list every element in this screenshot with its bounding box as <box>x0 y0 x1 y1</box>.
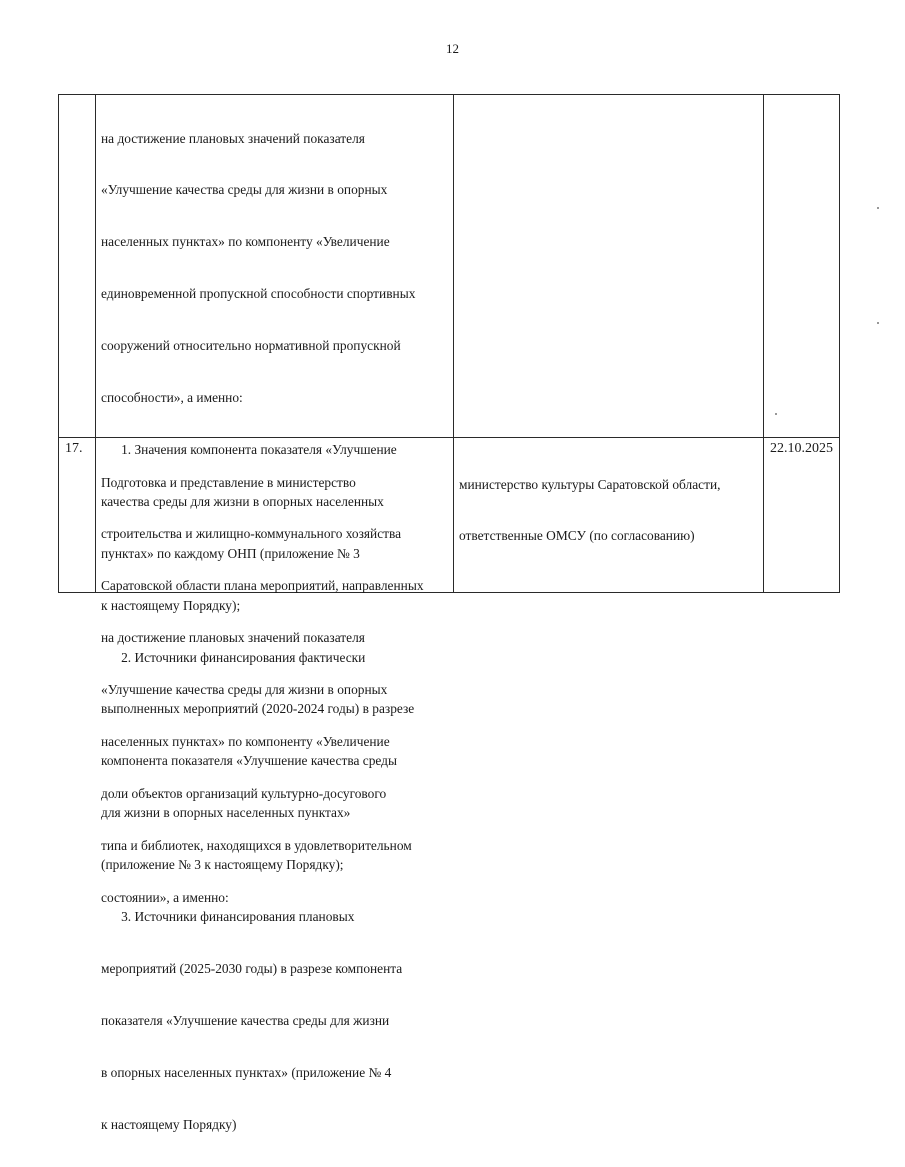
text-line: к настоящему Порядку); <box>101 597 241 613</box>
text-line: в опорных населенных пунктах» (приложение № 4 <box>101 1064 392 1080</box>
text-line: сооружений относительно нормативной пропускной <box>101 338 401 354</box>
text-line: к настоящему Порядку) <box>101 1116 237 1132</box>
text-line: «Улучшение качества среды для жизни в опорных <box>101 682 388 698</box>
scan-speck <box>775 413 777 415</box>
text-line: пунктах» по каждому ОНП (приложение № 3 <box>101 545 360 561</box>
text-line: населенных пунктах» по компоненту «Увеличение <box>101 734 390 750</box>
column-divider-responsible <box>763 94 764 593</box>
text-line: показателя «Улучшение качества среды для жизни <box>101 1012 390 1028</box>
text-line: состоянии», а именно: <box>101 889 229 905</box>
text-line: на достижение плановых значений показателя <box>101 630 365 646</box>
scan-speck <box>877 207 879 209</box>
column-divider-left <box>58 94 59 593</box>
text-line: (приложение № 3 к настоящему Порядку); <box>101 857 344 873</box>
text-line: 2. Источники финансирования фактически <box>101 649 366 665</box>
responsible-executors <box>459 441 720 579</box>
text-line: доли объектов организаций культурно-досугового <box>101 785 387 801</box>
text-line: способности», а именно: <box>101 390 243 406</box>
deadline-date: 22.10.2025 <box>770 441 833 456</box>
text-line: типа и библиотек, находящихся в удовлетворительном <box>101 837 412 853</box>
row-number: 17. <box>65 441 83 456</box>
text-line: компонента показателя «Улучшение качества среды <box>101 753 397 769</box>
text-line: населенных пунктах» по компоненту «Увеличение <box>101 234 390 250</box>
text-line: Саратовской области плана мероприятий, направленных <box>101 578 424 594</box>
page-number: 12 <box>446 41 459 56</box>
column-divider-right <box>839 94 840 593</box>
text-line: мероприятий (2025-2030 годы) в разрезе компонента <box>101 960 403 976</box>
text-line: «Улучшение качества среды для жизни в опорных <box>101 182 388 198</box>
scan-speck <box>877 322 879 324</box>
text-line: ответственные ОМСУ (по согласованию) <box>459 528 695 544</box>
task-description <box>101 439 424 941</box>
text-line: на достижение плановых значений показателя <box>101 130 365 146</box>
text-line: 3. Источники финансирования плановых <box>101 908 355 924</box>
text-line: министерство культуры Саратовской области, <box>459 476 721 492</box>
text-line: качества среды для жизни в опорных населенных <box>101 493 384 509</box>
text-line: единовременной пропускной способности спортивных <box>101 286 416 302</box>
text-line: для жизни в опорных населенных пунктах» <box>101 805 351 821</box>
text-line: Подготовка и представление в министерство <box>101 474 356 490</box>
text-line: выполненных мероприятий (2020-2024 годы) в разрезе <box>101 701 415 717</box>
text-line: строительства и жилищно-коммунального хозяйства <box>101 526 402 542</box>
text-line: 1. Значения компонента показателя «Улучшение <box>101 441 397 457</box>
column-divider-number <box>95 94 96 593</box>
column-divider-task <box>453 94 454 593</box>
